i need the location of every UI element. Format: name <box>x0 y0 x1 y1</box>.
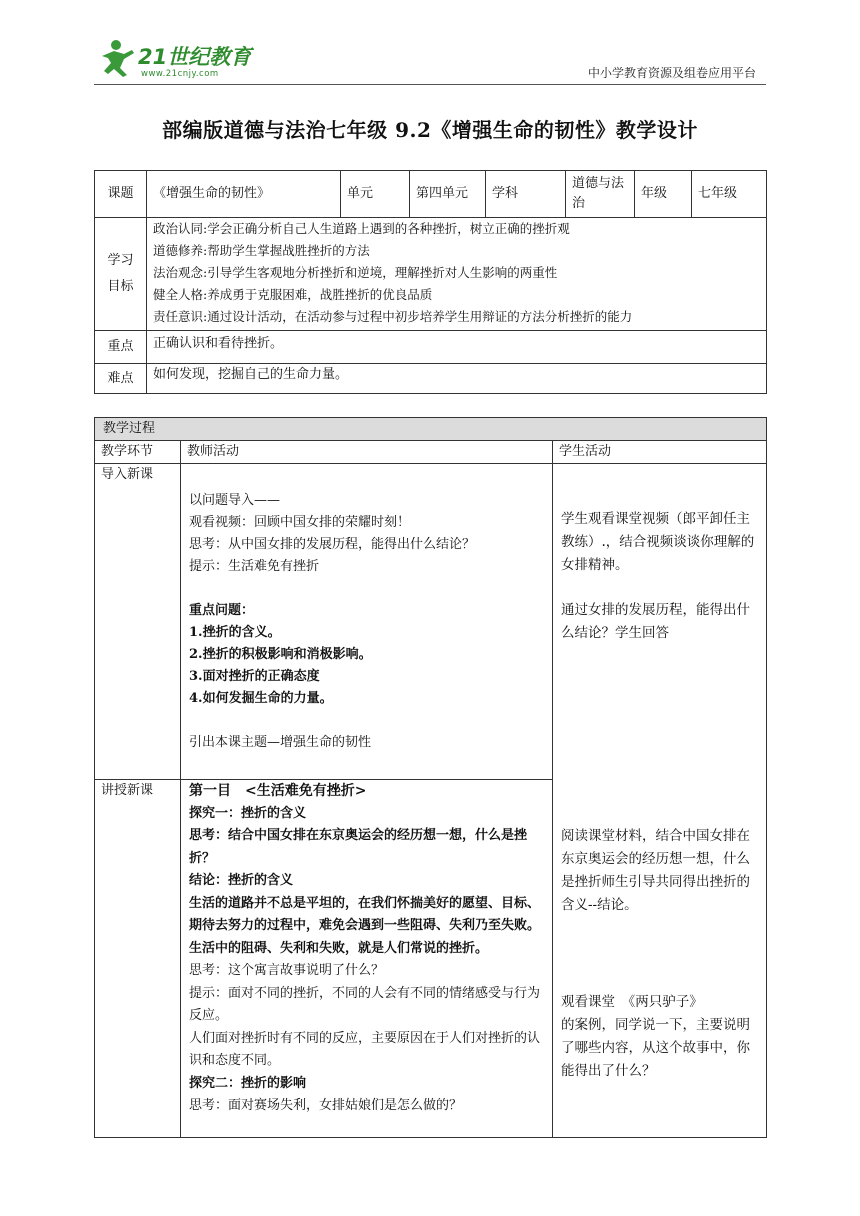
col-student-header: 学生活动 <box>553 441 767 464</box>
think-3: 思考：面对赛场失利，女排姑娘们是怎么做的？ <box>189 1098 463 1113</box>
course-value: 《增强生命的韧性》 <box>147 171 341 218</box>
intro-line: 提示：生活难免有挫折 <box>189 559 320 574</box>
unit-label: 单元 <box>341 171 410 218</box>
reason-text: 人们面对挫折时有不同的反应，主要原因在于人们对挫折的认识和态度不同。 <box>189 1030 541 1068</box>
goals-label-line1: 学习 <box>107 253 134 268</box>
key-questions-title: 重点问题： <box>189 603 255 618</box>
subject-value: 道德与法治 <box>566 171 635 218</box>
svg-text:21世纪教育: 21世纪教育 <box>138 45 252 69</box>
think-1: 思考：结合中国女排在东京奥运会的经历想一想，什么是挫折？ <box>189 828 528 866</box>
student-activity <box>553 464 767 1138</box>
goal-item: 道德修养:帮助学生掌握战胜挫折的方法 <box>153 243 370 258</box>
key-question-item: 3.面对挫折的正确态度 <box>189 669 320 684</box>
unit-value: 第四单元 <box>410 171 486 218</box>
intro-line: 观看视频：回顾中国女排的荣耀时刻！ <box>189 515 411 530</box>
intro-line: 以问题导入—— <box>189 493 281 508</box>
goal-item: 责任意识:通过设计活动，在活动参与过程中初步培养学生用辩证的方法分析挫折的能力 <box>153 309 633 324</box>
key-point-value: 正确认识和看待挫折。 <box>147 331 767 364</box>
teaching-process-table <box>94 417 767 1138</box>
process-title: 教学过程 <box>95 418 767 441</box>
student-activity-2: 通过女排的发展历程，能得出什么结论？学生回答 <box>561 602 750 641</box>
grade-value: 七年级 <box>692 171 767 218</box>
definition-2: 生活中的阻碍、失利和失败，就是人们常说的挫折。 <box>189 940 489 956</box>
subject-label: 学科 <box>486 171 566 218</box>
intro-line: 思考：从中国女排的发展历程，能得出什么结论？ <box>189 537 476 552</box>
conclusion-title: 结论：挫折的含义 <box>189 873 294 888</box>
course-info-table <box>94 170 767 394</box>
svg-text:www.21cnjy.com: www.21cnjy.com <box>141 69 219 78</box>
header-divider <box>94 84 766 85</box>
think-2: 思考：这个寓言故事说明了什么？ <box>189 963 385 978</box>
goal-item: 法治观念:引导学生客观地分析挫折和逆境，理解挫折对人生影响的两重性 <box>153 265 558 280</box>
key-question-item: 4.如何发掘生命的力量。 <box>189 691 333 706</box>
student-activity-1: 学生观看课堂视频（郎平卸任主教练）.，结合视频谈谈你理解的女排精神。 <box>561 511 755 573</box>
hint-2: 提示：面对不同的挫折，不同的人会有不同的情绪感受与行为反应。 <box>189 985 541 1023</box>
lecture-teacher-activity <box>181 780 553 1138</box>
course-label: 课题 <box>95 171 147 218</box>
col-stage-header: 教学环节 <box>95 441 181 464</box>
student-activity-4a: 观看课堂 《两只驴子》 <box>561 994 703 1010</box>
lead-topic: 引出本课主题—增强生命的韧性 <box>189 735 372 750</box>
goals-label <box>95 218 147 331</box>
platform-name: 中小学教育资源及组卷应用平台 <box>587 66 756 80</box>
key-question-item: 1.挫折的含义。 <box>189 625 281 640</box>
logo-21cnjy <box>94 38 264 78</box>
explore-1: 探究一：挫折的含义 <box>189 805 307 821</box>
goal-item: 政治认同:学会正确分析自己人生道路上遇到的各种挫折，树立正确的挫折观 <box>153 221 570 236</box>
stage-lecture: 讲授新课 <box>95 780 181 1138</box>
grade-label: 年级 <box>635 171 692 218</box>
stage-intro: 导入新课 <box>95 464 181 780</box>
definition-1: 生活的道路并不总是平坦的，在我们怀揣美好的愿望、目标、期待去努力的过程中，难免会遇到一些阻碍、失利乃至失败。 <box>189 895 541 933</box>
key-question-item: 2.挫折的积极影响和消极影响。 <box>189 647 372 662</box>
explore-2: 探究二：挫折的影响 <box>189 1075 307 1091</box>
student-activity-4b: 的案例，同学说一下，主要说明了哪些内容，从这个故事中，你能得出了什么？ <box>561 1017 750 1079</box>
section-title: 第一目 <生活难免有挫折> <box>189 783 367 799</box>
intro-teacher-activity <box>181 464 553 780</box>
difficult-point-value: 如何发现，挖掘自己的生命力量。 <box>147 364 767 394</box>
key-point-label: 重点 <box>95 331 147 364</box>
student-activity-3: 阅读课堂材料，结合中国女排在东京奥运会的经历想一想，什么是挫折师生引导共同得出挫折的含义--结论。 <box>561 828 750 913</box>
page-header <box>94 34 766 84</box>
goals-content <box>147 218 767 331</box>
difficult-point-label: 难点 <box>95 364 147 394</box>
goal-item: 健全人格:养成勇于克服困难，战胜挫折的优良品质 <box>153 287 433 302</box>
document-title: 部编版道德与法治七年级 9.2《增强生命的韧性》教学设计 <box>162 118 698 142</box>
goals-label-line2: 目标 <box>107 279 134 294</box>
col-teacher-header: 教师活动 <box>181 441 553 464</box>
